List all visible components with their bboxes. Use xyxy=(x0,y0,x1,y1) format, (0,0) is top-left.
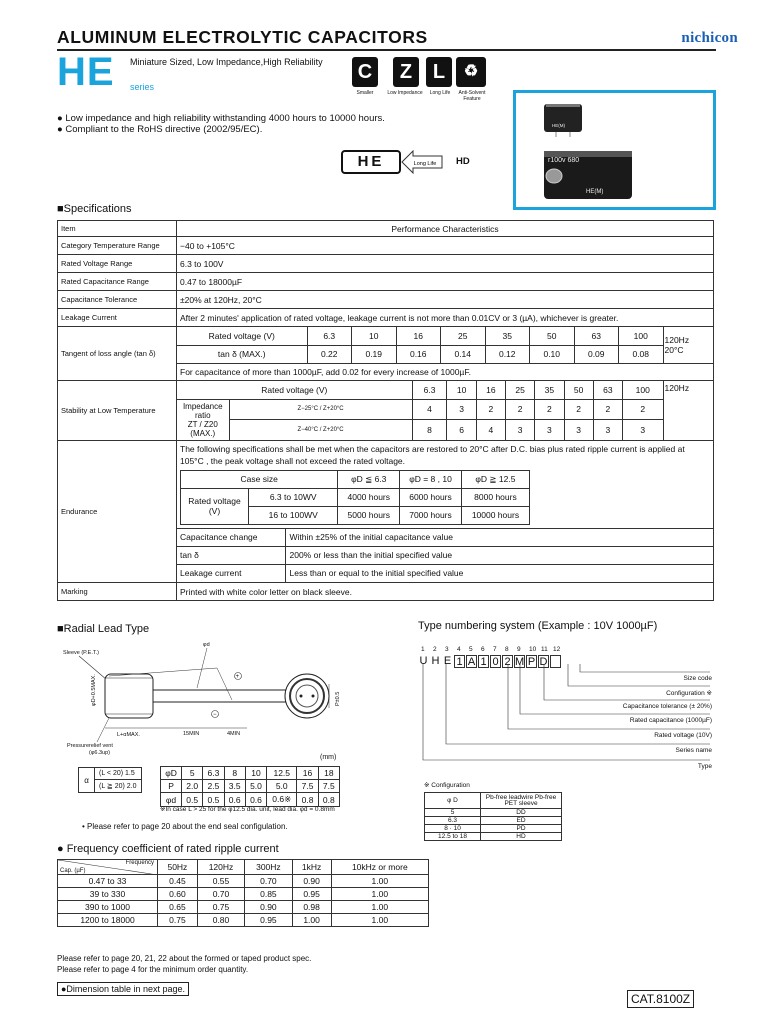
cell: 5 xyxy=(425,809,481,817)
dimension-table-link[interactable]: ●Dimension table in next page. xyxy=(57,982,189,996)
svg-text:HE(M): HE(M) xyxy=(586,189,604,195)
config-heading: ※ Configuration xyxy=(424,782,470,789)
lead-footnote: ※In case L > 25 for the φ12.5 dia. unit, lead dia. φd = 0.8mm xyxy=(160,806,335,813)
cell: 10 xyxy=(352,327,397,345)
freq-heading: ● Frequency coefficient of rated ripple current xyxy=(57,843,279,855)
tn-label: Size code xyxy=(683,675,712,682)
cell: 300Hz xyxy=(245,860,292,875)
cell: Rated voltage (V) xyxy=(177,327,307,345)
spec-table xyxy=(57,220,714,601)
cell: 0.22 xyxy=(307,345,352,363)
cell: 3.5 xyxy=(224,780,245,793)
unit-label: (mm) xyxy=(320,754,337,761)
cell: 2 xyxy=(623,399,663,419)
cell: 1.00 xyxy=(331,901,428,914)
cell: 10 xyxy=(245,767,266,780)
cell: 16 xyxy=(396,327,441,345)
type-char: H xyxy=(431,655,440,667)
spec-value: 0.47 to 18000µF xyxy=(177,273,714,291)
cell: 120Hz xyxy=(197,860,244,875)
cell: 3 xyxy=(447,399,476,419)
cell: 0.75 xyxy=(197,901,244,914)
cell: 1.00 xyxy=(331,875,428,888)
cell: 0.70 xyxy=(245,875,292,888)
svg-text:L+αMAX.: L+αMAX. xyxy=(117,732,140,738)
spec-item: Endurance xyxy=(58,440,177,583)
config-table xyxy=(424,792,562,841)
cell: 0.6 xyxy=(224,793,245,807)
cell: 35 xyxy=(485,327,530,345)
position-number: 3 xyxy=(445,646,449,653)
cell: φD xyxy=(161,767,182,780)
tn-label: Series name xyxy=(675,747,712,754)
freq-corner: Frequency Cap. (µF) xyxy=(58,860,158,875)
position-number: 8 xyxy=(505,646,509,653)
bullet-2: ● Compliant to the RoHS directive (2002/95/EC). xyxy=(57,124,263,135)
position-number: 2 xyxy=(433,646,437,653)
series-subtitle: Miniature Sized, Low Impedance,High Reliability xyxy=(130,57,323,67)
cell: 2 xyxy=(593,399,622,419)
svg-text:15MIN: 15MIN xyxy=(183,731,200,737)
cell: 8 · 10 xyxy=(425,825,481,833)
cell: 0.55 xyxy=(197,875,244,888)
low-impedance-icon: Z xyxy=(393,57,419,87)
svg-text:φd: φd xyxy=(203,642,210,648)
cell: 7000 hours xyxy=(400,506,462,524)
cell: 6.3 xyxy=(425,817,481,825)
spec-item: Rated Capacitance Range xyxy=(58,273,177,291)
cell: 8 xyxy=(224,767,245,780)
type-char: 1 xyxy=(478,655,489,668)
cell: tan δ (MAX.) xyxy=(177,345,307,363)
cell: 0.12 xyxy=(485,345,530,363)
cell: Rated voltage (V) xyxy=(181,488,249,524)
endurance-text: The following specifications shall be met when the capacitors are restored to 20°C after D.C. bias plus rated ripple current is applied at 105°C , the peak voltage shall not exceed the rated voltage. xyxy=(180,443,685,466)
cell: 0.8 xyxy=(297,793,318,807)
spec-item: Leakage Current xyxy=(58,309,177,327)
cell: 10 xyxy=(447,381,476,399)
cell: Z−25°C / Z+20°C xyxy=(229,399,412,419)
cell: 3 xyxy=(535,419,564,439)
cell: 0.5 xyxy=(203,793,224,807)
catalog-number: CAT.8100Z xyxy=(627,990,694,1008)
series-word: series xyxy=(130,82,155,92)
cell: 10kHz or more xyxy=(331,860,428,875)
cell: 2.5 xyxy=(203,780,224,793)
cell: 0.8 xyxy=(318,793,339,807)
cell: ED xyxy=(481,817,562,825)
spec-item: Capacitance Tolerance xyxy=(58,291,177,309)
cell: 50 xyxy=(530,327,575,345)
cell: 63 xyxy=(593,381,622,399)
type-char: M xyxy=(515,656,525,668)
cell: 5000 hours xyxy=(338,506,400,524)
cell: Pb-free leadwire Pb-free PET sleeve xyxy=(481,793,562,809)
cell: 1.00 xyxy=(292,914,331,927)
cell: 120Hz 20°C xyxy=(663,327,713,363)
stability-table xyxy=(177,381,713,440)
series-to: HD xyxy=(456,156,470,167)
cell: Z−40°C / Z+20°C xyxy=(229,419,412,439)
spec-item: Category Temperature Range xyxy=(58,237,177,255)
cell: 0.14 xyxy=(441,345,486,363)
cell: 50 xyxy=(564,381,593,399)
long-life-icon: L xyxy=(426,57,452,87)
type-char: 2 xyxy=(502,655,513,668)
smaller-icon: C xyxy=(352,57,378,87)
freq-table xyxy=(57,859,429,927)
title-rule xyxy=(57,49,716,51)
svg-text:Sleeve (P.E.T.): Sleeve (P.E.T.) xyxy=(63,650,99,656)
cell: 0.16 xyxy=(396,345,441,363)
cell: 2 xyxy=(476,399,505,419)
cell: 12.5 xyxy=(267,767,297,780)
cell: 0.70 xyxy=(197,888,244,901)
cell: 6 xyxy=(447,419,476,439)
cell: 7.5 xyxy=(318,780,339,793)
cell: 0.95 xyxy=(292,888,331,901)
cell: 1.00 xyxy=(331,914,428,927)
cell: 3 xyxy=(623,419,663,439)
position-number: 7 xyxy=(493,646,497,653)
cell: Case size xyxy=(181,470,338,488)
alpha-table xyxy=(78,767,142,793)
cell: 0.09 xyxy=(574,345,619,363)
cell: 0.45 xyxy=(158,875,198,888)
cell: 63 xyxy=(574,327,619,345)
type-char: U xyxy=(419,655,428,667)
spec-item: Tangent of loss angle (tan δ) xyxy=(58,327,177,381)
cell: 39 to 330 xyxy=(58,888,158,901)
endurance-checks xyxy=(177,528,713,583)
cell: 1.00 xyxy=(331,888,428,901)
cell: Rated voltage (V) xyxy=(177,381,412,399)
type-char: E xyxy=(443,655,452,667)
spec-value: ±20% at 120Hz, 20°C xyxy=(177,291,714,309)
cell: 0.85 xyxy=(245,888,292,901)
anti-solvent-icon: ♻ xyxy=(456,57,486,87)
cell: 6.3 xyxy=(307,327,352,345)
col-item: Item xyxy=(58,221,177,237)
cell: 2.0 xyxy=(182,780,203,793)
cell: 0.95 xyxy=(245,914,292,927)
cell: DD xyxy=(481,809,562,817)
cell: 3 xyxy=(505,419,534,439)
cell: 16 xyxy=(297,767,318,780)
cell: 3 xyxy=(564,419,593,439)
spec-item: Rated Voltage Range xyxy=(58,255,177,273)
footer-note-2: Please refer to page 4 for the minimum order quantity. xyxy=(57,965,249,974)
cell: Leakage current xyxy=(177,564,285,582)
spec-item: Marking xyxy=(58,583,177,601)
cell: 7.5 xyxy=(297,780,318,793)
tn-label: Configuration ※ xyxy=(666,690,712,697)
cell: 25 xyxy=(505,381,534,399)
cell: 8000 hours xyxy=(461,488,529,506)
cell: 6.3 to 10WV xyxy=(249,488,338,506)
tn-label: Type xyxy=(697,763,712,770)
type-char: 0 xyxy=(490,655,501,668)
type-numbering-heading: Type numbering system (Example : 10V 1000µF) xyxy=(418,620,658,632)
feature-label: Long Life xyxy=(429,90,451,96)
cell: 0.90 xyxy=(245,901,292,914)
endurance-table xyxy=(180,470,530,525)
cell: HD xyxy=(481,833,562,841)
cell: 0.08 xyxy=(619,345,664,363)
cell: 390 to 1000 xyxy=(58,901,158,914)
cell: 3 xyxy=(593,419,622,439)
cell: tan δ xyxy=(177,546,285,564)
cell: 50Hz xyxy=(158,860,198,875)
type-char: P xyxy=(527,656,536,668)
cell: 8 xyxy=(412,419,447,439)
position-number: 4 xyxy=(457,646,461,653)
radial-lead-drawing xyxy=(57,640,367,758)
cell: 0.5 xyxy=(182,793,203,807)
cell: 5.0 xyxy=(267,780,297,793)
feature-label: Low Impedance xyxy=(387,90,423,96)
cell: 10000 hours xyxy=(461,506,529,524)
cell: (L < 20) 1.5 xyxy=(95,768,142,780)
col-perf: Performance Characteristics xyxy=(177,221,714,237)
spec-value: After 2 minutes' application of rated voltage, leakage current is not more than 0.01CV or 3 (µA), whichever is greater. xyxy=(177,309,714,327)
position-number: 11 xyxy=(541,646,548,653)
cell: 0.90 xyxy=(292,875,331,888)
tn-label: Capacitance tolerance (± 20%) xyxy=(622,703,712,710)
position-number: 5 xyxy=(469,646,473,653)
svg-text:φD+0.5MAX.: φD+0.5MAX. xyxy=(91,674,97,706)
svg-text:P±0.5: P±0.5 xyxy=(335,691,341,706)
spec-value: −40 to +105°C xyxy=(177,237,714,255)
spec-value: Printed with white color letter on black sleeve. xyxy=(177,583,714,601)
cell: α xyxy=(79,768,95,793)
cell: PD xyxy=(481,825,562,833)
product-photo xyxy=(513,90,716,210)
spec-value: 6.3 to 100V xyxy=(177,255,714,273)
cell: 6000 hours xyxy=(400,488,462,506)
cell: 5.0 xyxy=(245,780,266,793)
position-number: 9 xyxy=(517,646,521,653)
cell: 0.80 xyxy=(197,914,244,927)
cell: Capacitance change xyxy=(177,528,285,546)
cell: 0.6※ xyxy=(267,793,297,807)
cell: 0.75 xyxy=(158,914,198,927)
cell: 0.60 xyxy=(158,888,198,901)
footer-note-1: Please refer to page 20, 21, 22 about the formed or taped product spec. xyxy=(57,954,312,963)
tan-table xyxy=(177,327,713,380)
cell: 200% or less than the initial specified value xyxy=(285,546,713,564)
bullet-1: ● Low impedance and high reliability withstanding 4000 hours to 10000 hours. xyxy=(57,113,385,124)
tn-label: Rated capacitance (1000µF) xyxy=(629,717,712,724)
type-char: D xyxy=(539,656,548,668)
cell: 100 xyxy=(623,381,663,399)
cell: 4 xyxy=(476,419,505,439)
svg-text:Pressurerelief vent: Pressurerelief vent xyxy=(67,743,113,749)
seal-note: • Please refer to page 20 about the end seal configulation. xyxy=(82,822,288,831)
cell: 0.98 xyxy=(292,901,331,914)
radial-heading: ■Radial Lead Type xyxy=(57,623,150,635)
cell: 25 xyxy=(441,327,486,345)
svg-text:r100v 680: r100v 680 xyxy=(548,157,580,164)
cell: 2 xyxy=(505,399,534,419)
cell: φ D xyxy=(425,793,481,809)
cell: 18 xyxy=(318,767,339,780)
cell: φD = 8 , 10 xyxy=(400,470,462,488)
cell: 6.3 xyxy=(412,381,447,399)
position-number: 6 xyxy=(481,646,485,653)
svg-text:4MIN: 4MIN xyxy=(227,731,241,737)
cell: 120Hz xyxy=(663,381,713,440)
cell: 0.65 xyxy=(158,901,198,914)
cell: Impedance ratio ZT / Z20 (MAX.) xyxy=(177,399,229,440)
cell: 0.10 xyxy=(530,345,575,363)
spec-heading: ■Specifications xyxy=(57,203,132,215)
svg-text:+: + xyxy=(235,674,240,680)
cell: 16 to 100WV xyxy=(249,506,338,524)
cell: 5 xyxy=(182,767,203,780)
cell: 0.6 xyxy=(245,793,266,807)
left-arrow-icon xyxy=(401,150,443,174)
feature-label: Anti-Solvent Feature xyxy=(458,90,486,102)
feature-label: Smaller xyxy=(356,90,374,96)
cell: P xyxy=(161,780,182,793)
cell: 1200 to 18000 xyxy=(58,914,158,927)
cell: 0.47 to 33 xyxy=(58,875,158,888)
position-number: 10 xyxy=(529,646,537,653)
cell: 6.3 xyxy=(203,767,224,780)
brand-logo: nichicon xyxy=(681,30,738,46)
position-number: 12 xyxy=(553,646,561,653)
cell: 2 xyxy=(535,399,564,419)
cell: 1kHz xyxy=(292,860,331,875)
cell: 0.19 xyxy=(352,345,397,363)
position-number: 1 xyxy=(421,646,425,653)
type-char: 1 xyxy=(454,655,465,668)
cell: φD ≦ 6.3 xyxy=(338,470,400,488)
cell: (L ≧ 20) 2.0 xyxy=(95,780,142,793)
cell: 4 xyxy=(412,399,447,419)
cell: φd xyxy=(161,793,182,807)
spec-item: Stability at Low Temperature xyxy=(58,381,177,441)
capacitor-image xyxy=(516,93,713,207)
cell: 2 xyxy=(564,399,593,419)
page-title: ALUMINUM ELECTROLYTIC CAPACITORS xyxy=(57,27,428,47)
cell: 12.5 to 18 xyxy=(425,833,481,841)
svg-text:−: − xyxy=(213,712,217,718)
series-code: HE xyxy=(57,50,115,94)
cell: Within ±25% of the initial capacitance value xyxy=(285,528,713,546)
series-from-box: HE xyxy=(341,150,401,174)
cell: For capacitance of more than 1000µF, add 0.02 for every increase of 1000µF. xyxy=(177,363,713,380)
arrow-label: Long Life xyxy=(413,161,437,167)
cell: 16 xyxy=(476,381,505,399)
cell: 35 xyxy=(535,381,564,399)
type-char: A xyxy=(467,656,476,668)
svg-text:(φ6.3up): (φ6.3up) xyxy=(89,750,110,756)
cell: 100 xyxy=(619,327,664,345)
tn-label: Rated voltage (10V) xyxy=(654,732,712,739)
lead-dim-table xyxy=(160,766,340,807)
svg-text:HE(M): HE(M) xyxy=(552,123,565,128)
cell: Less than or equal to the initial specified value xyxy=(285,564,713,582)
cell: φD ≧ 12.5 xyxy=(461,470,529,488)
cell: 4000 hours xyxy=(338,488,400,506)
